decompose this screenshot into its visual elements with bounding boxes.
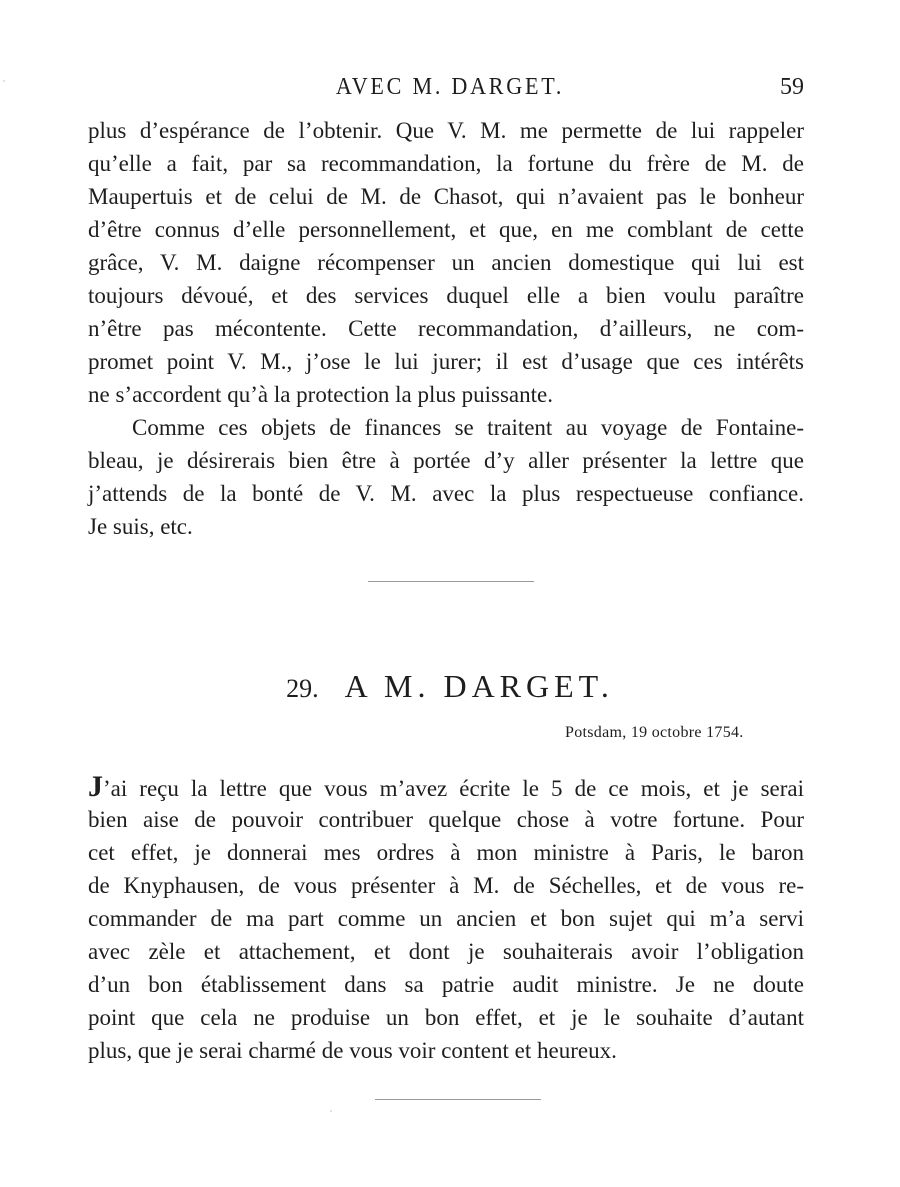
text-line: qu’elle a fait, par sa recommandation, la fortune du frère de M. de — [88, 151, 804, 176]
text-line: commander de ma part comme un ancien et bon sujet qui m’a servi — [88, 906, 804, 931]
letter-title: A M. DARGET. — [344, 668, 614, 704]
text-line: promet point V. M., j’ose le lui jurer; il est d’usage que ces intérêts — [88, 349, 804, 374]
text-line: toujours dévoué, et des services duquel elle a bien voulu paraître — [88, 283, 804, 308]
text-line: avec zèle et attachement, et dont je souhaiterais avoir l’obligation — [88, 939, 804, 964]
section-divider — [375, 1099, 541, 1100]
text-line: grâce, V. M. daigne récompenser un ancien domestique qui lui est — [88, 250, 804, 275]
running-title: AVEC M. DARGET. — [335, 74, 565, 100]
text-line: Comme ces objets de finances se traitent au voyage de Fontaine- — [132, 415, 804, 440]
paragraph — [88, 114, 804, 411]
first-line-text: ’ai reçu la lettre que vous m’avez écrite le 5 de ce mois, et je serai — [103, 776, 804, 801]
text-line: Je suis, etc. — [88, 514, 193, 539]
text-line: de Knyphausen, de vous présenter à M. de Séchelles, et de vous re- — [88, 873, 804, 898]
text-line: plus d’espérance de l’obtenir. Que V. M. me permette de lui rappeler — [88, 118, 804, 143]
text-line: d’être connus d’elle personnellement, et que, en me comblant de cette — [88, 217, 804, 242]
text-line: bleau, je désirerais bien être à portée d’y aller présenter la lettre que — [88, 448, 804, 473]
text-line: cet effet, je donnerai mes ordres à mon ministre à Paris, le baron — [88, 840, 804, 865]
section-divider — [368, 581, 534, 582]
letter-28-continuation — [88, 114, 804, 543]
dateline: Potsdam, 19 octobre 1754. — [565, 724, 744, 741]
text-line: bien aise de pouvoir contribuer quelque chose à votre fortune. Pour — [88, 807, 804, 832]
paragraph — [88, 411, 804, 543]
text-line-first — [88, 770, 804, 803]
text-line: d’un bon établissement dans sa patrie audit ministre. Je ne doute — [88, 972, 804, 997]
text-line: plus, que je serai charmé de vous voir content et heureux. — [88, 1038, 617, 1063]
letter-number: 29. — [286, 674, 319, 703]
page-number: 59 — [780, 74, 804, 100]
text-line: Maupertuis et de celui de M. de Chasot, qui n’avaient pas le bonheur — [88, 184, 804, 209]
initial-letter: J — [88, 770, 103, 803]
text-line: ne s’accordent qu’à la protection la plus puissante. — [88, 382, 553, 407]
running-head — [0, 74, 900, 106]
text-line: point que cela ne produise un bon effet, et je le souhaite d’autant — [88, 1005, 804, 1030]
text-line: j’attends de la bonté de V. M. avec la plus respectueuse confiance. — [88, 481, 804, 506]
letter-29-body — [88, 770, 804, 1067]
letter-heading — [0, 668, 900, 705]
scan-speck — [330, 1110, 332, 1112]
text-line: n’être pas mécontente. Cette recommandation, d’ailleurs, ne com- — [88, 316, 804, 341]
